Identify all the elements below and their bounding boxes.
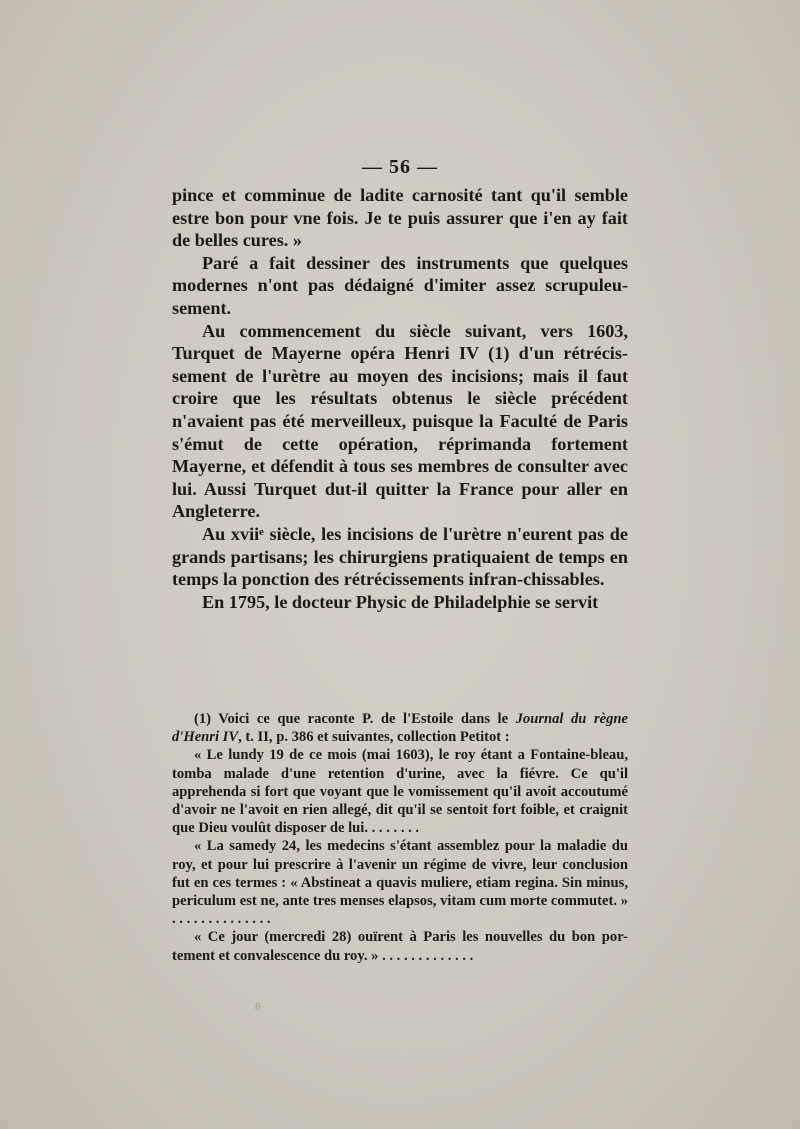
journal-title: Journal du règne d'Henri IV bbox=[172, 711, 629, 746]
paragraph: En 1795, le docteur Physic de Philadelphie se servit bbox=[202, 591, 599, 612]
paragraph: Au commencement du siècle suivant, vers 1603, Turquet de Mayerne opéra Henri IV (1) d'un rétrécis-sement de l'urètre au moyen des incisions; mais il faut croire que les résultats obtenus le siècle précédent n'avaient pas été merveilleux, puisque la Faculté de Paris s'émut de cette opération, réprimanda fortement Mayerne, et défendit à tous ses membres de consulter avec lui. Aussi Turquet dut-il quitter la France pour aller en Angleterre. bbox=[172, 320, 628, 522]
paragraph: Au xviiᵉ siècle, les incisions de l'urètre n'eurent pas de grands partisans; les chirurgiens pratiquaient de temps en temps la ponction des rétrécissements infran-chissables. bbox=[172, 523, 628, 590]
paragraph: Paré a fait dessiner des instruments que quelques modernes n'ont pas dédaigné d'imiter assez scrupuleu-sement. bbox=[172, 252, 628, 318]
footnote-quote: « La samedy 24, les medecins s'étant assemblez pour la maladie du roy, et pour lui prescrire à l'avenir un régime de vivre, leur conclusion fut en ces termes : « Abstineat a quavis muliere, etiam regina. Sin minus, periculum est ne, ante tres menses elapsos, vitam cum morte commutet. » . . . . . . . . . . . . . . bbox=[172, 838, 628, 928]
footnote-lead: (1) Voici ce que raconte P. de l'Estoile dans le bbox=[194, 711, 516, 727]
footnote-quote: « Le lundy 19 de ce mois (mai 1603), le roy étant a Fontaine-bleau, tomba malade d'une retention d'urine, avec la fiévre. Ce qu'il apprehenda si fort que voyant que le vomissement qu'il avoit accoutumé d'avoir ne l'avoit en rien allegé, dit qu'il se sentoit fort foible, et craignit que Dieu voulût disposer de lui. . . . . . . . bbox=[172, 747, 628, 837]
page-number: — 56 — bbox=[362, 156, 438, 178]
footnotes bbox=[172, 710, 628, 965]
faint-stamp: 8 bbox=[255, 1001, 261, 1013]
main-text bbox=[172, 184, 628, 613]
footnote-quote: « Ce jour (mercredi 28) ouïrent à Paris les nouvelles du bon por-tement et convalescence du roy. » . . . . . . . . . . . . . bbox=[172, 929, 628, 964]
footnote-ref: , t. II, p. 386 et suivantes, collection Petitot : bbox=[238, 729, 510, 746]
paragraph: pince et comminue de ladite carnosité tant qu'il semble estre bon pour vne fois. Je te puis assurer que i'en ay fait de belles cures. » bbox=[172, 185, 628, 251]
footnote bbox=[172, 710, 628, 746]
